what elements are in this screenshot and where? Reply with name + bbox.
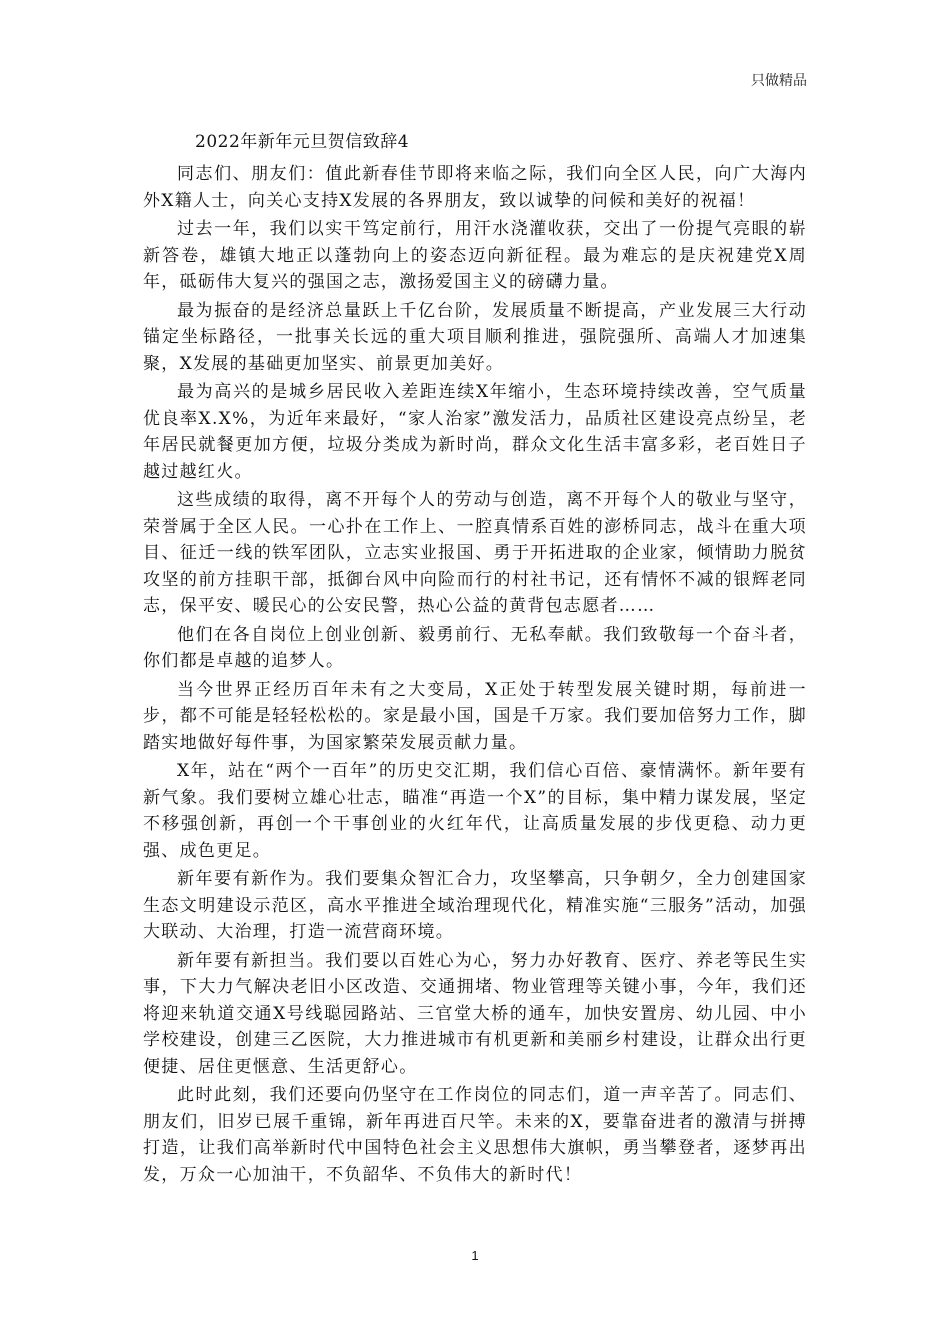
- paragraph: 过去一年，我们以实干笃定前行，用汗水浇灌收获，交出了一份提气亮眼的崭新答卷，雄镇大地正以蓬勃向上的姿态迈向新征程。最为难忘的是庆祝建党X周年，砥砺伟大复兴的强国之志，激扬爱国主义的磅礴力量。: [143, 219, 807, 292]
- paragraph: 新年要有新担当。我们要以百姓心为心，努力办好教育、医疗、养老等民生实事，下大力气解决老旧小区改造、交通拥堵、物业管理等关键小事，今年，我们还将迎来轨道交通X号线聪园路站、三官堂大桥的通车，加快安置房、幼儿园、中小学校建设，创建三乙医院，大力推进城市有机更新和美丽乡村建设，让群众出行更便捷、居住更惬意、生活更舒心。: [143, 950, 807, 1077]
- paragraph: X年，站在“两个一百年”的历史交汇期，我们信心百倍、豪情满怀。新年要有新气象。我们要树立雄心壮志，瞄准“再造一个X”的目标，集中精力谋发展，坚定不移强创新，再创一个干事创业的火红年代，让高质量发展的步伐更稳、动力更强、成色更足。: [143, 761, 807, 861]
- paragraph: 此时此刻，我们还要向仍坚守在工作岗位的同志们，道一声辛苦了。同志们、朋友们，旧岁已展千重锦，新年再进百尺竿。未来的X，要靠奋进者的激清与拼搏打造，让我们高举新时代中国特色社会主义思想伟大旗帜，勇当攀登者，逐梦再出发，万众一心加油干，不负韶华、不负伟大的新时代！: [143, 1085, 807, 1185]
- document-body: [143, 125, 807, 1190]
- paragraph: 他们在各自岗位上创业创新、毅勇前行、无私奉献。我们致敬每一个奋斗者，你们都是卓越的追梦人。: [143, 624, 807, 671]
- paragraph: 这些成绩的取得，离不开每个人的劳动与创造，离不开每个人的敬业与坚守，荣誉属于全区人民。一心扑在工作上、一腔真情系百姓的澎桥同志，战斗在重大项目、征迁一线的铁军团队，立志实业报国、勇于开拓进取的企业家，倾情助力脱贫攻坚的前方挂职干部，抵御台风中向险而行的村社书记，还有情怀不减的银辉老同志，保平安、暖民心的公安民警，热心公益的黄背包志愿者……: [143, 490, 807, 616]
- paragraph: 最为高兴的是城乡居民收入差距连续X年缩小，生态环境持续改善，空气质量优良率X.X%，为近年来最好，“家人治家”激发活力，品质社区建设亮点纷呈，老年居民就餐更加方便，垃圾分类成为新时尚，群众文化生活丰富多彩，老百姓日子越过越红火。: [143, 382, 807, 482]
- document-title: 2022年新年元旦贺信致辞4: [195, 132, 410, 152]
- page-number: 1: [471, 1248, 479, 1263]
- paragraph: 同志们、朋友们：值此新春佳节即将来临之际，我们向全区人民，向广大海内外X籍人士，向关心支持X发展的各界朋友，致以诚挚的问候和美好的祝福！: [143, 164, 807, 211]
- paragraph: 当今世界正经历百年未有之大变局，X正处于转型发展关键时期，每前进一步，都不可能是轻轻松松的。家是最小国，国是千万家。我们要加倍努力工作，脚踏实地做好每件事，为国家繁荣发展贡献力量。: [143, 679, 807, 753]
- header-note: 只做精品: [751, 73, 807, 89]
- paragraph: 最为振奋的是经济总量跃上千亿台阶，发展质量不断提高，产业发展三大行动锚定坐标路径，一批事关长远的重大项目顺利推进，强院强所、高端人才加速集聚，X发展的基础更加坚实、前景更加美好。: [143, 300, 807, 374]
- paragraph: 新年要有新作为。我们要集众智汇合力，攻坚攀高，只争朝夕，全力创建国家生态文明建设示范区，高水平推进全域治理现代化，精准实施“三服务”活动，加强大联动、大治理，打造一流营商环境。: [143, 869, 807, 942]
